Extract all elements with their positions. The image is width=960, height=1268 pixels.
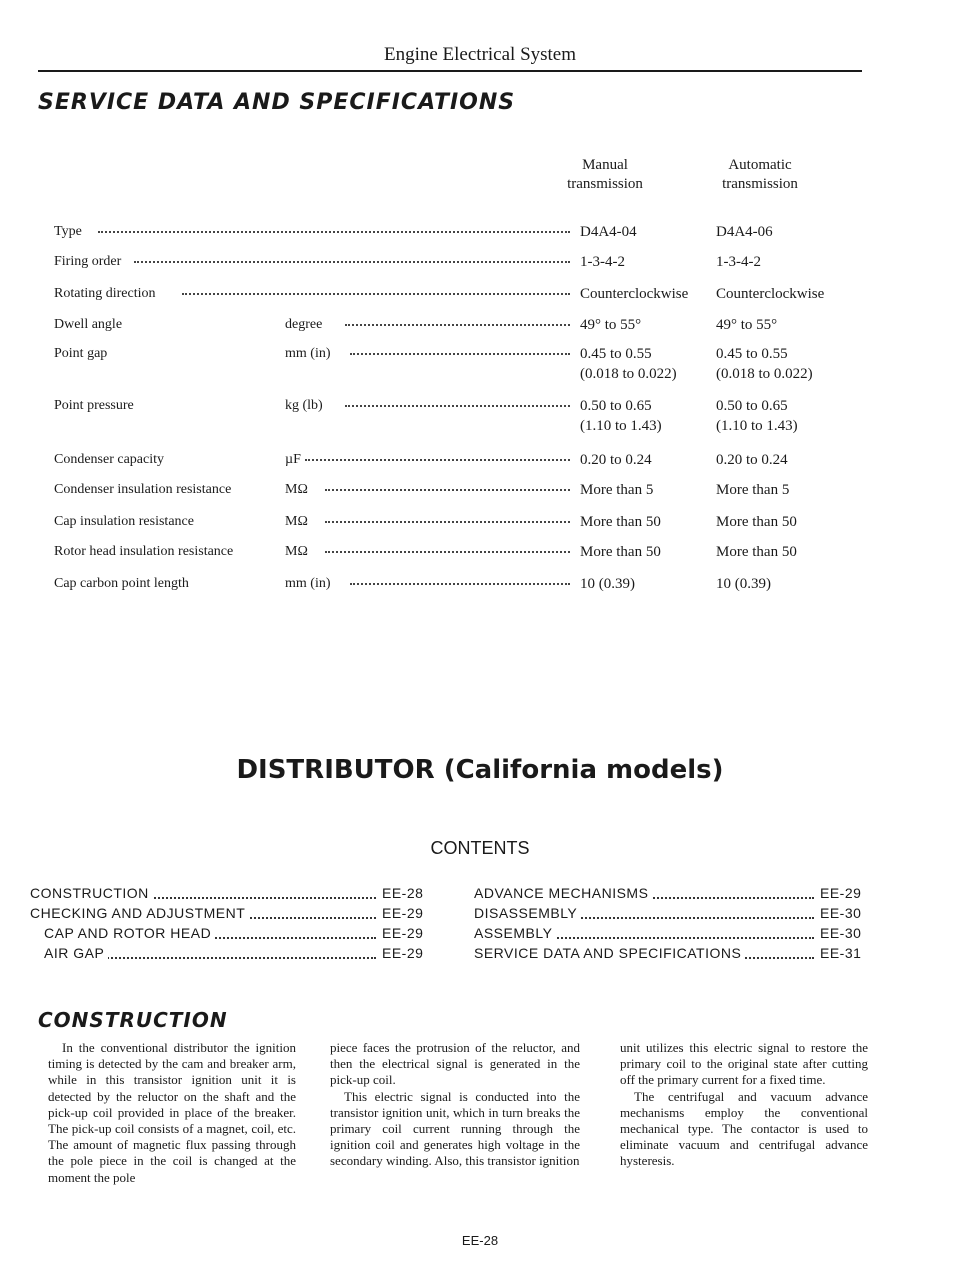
leader-dots — [325, 551, 570, 553]
toc-title: SERVICE DATA AND SPECIFICATIONS — [474, 943, 745, 963]
toc-page: EE-29 — [382, 905, 424, 921]
spec-value-manual: Counterclockwise — [580, 286, 689, 302]
column-header-automatic-line: transmission — [722, 176, 798, 192]
spec-value-manual: 0.20 to 0.24 — [580, 452, 652, 468]
toc-entry[interactable] — [30, 883, 428, 903]
leader-dots — [350, 353, 570, 355]
spec-label: Condenser insulation resistance — [54, 480, 234, 500]
toc-title: CHECKING AND ADJUSTMENT — [30, 903, 249, 923]
spec-value-manual: 1-3-4-2 — [580, 254, 625, 270]
spec-value-automatic: 0.20 to 0.24 — [716, 452, 788, 468]
toc-page: EE-30 — [820, 905, 862, 921]
spec-unit: MΩ — [285, 512, 311, 532]
body-paragraph: In the conventional distributor the ignition timing is detected by the cam and breaker arm, while in this transistor ignition unit it is detected by the reluctor on the shaft and the pick-up coil provided in place of the breaker. The pick-up coil consists of a magnet, coil, etc. The amount of magnetic flux passing through the pole piece in the coil is changed at the moment the pole — [48, 1040, 296, 1185]
spec-label: Rotor head insulation resistance — [54, 542, 236, 562]
toc-entry[interactable] — [474, 943, 866, 963]
spec-value-manual: D4A4-04 — [580, 224, 637, 240]
spec-unit: mm (in) — [285, 574, 334, 594]
toc-entry[interactable] — [474, 903, 866, 923]
body-paragraph: This electric signal is conducted into the transistor ignition unit, which in turn breaks the primary coil current running through the ignition coil and generates high voltage in the secondary winding. Also, this transistor ignition — [330, 1088, 580, 1169]
spec-value-automatic — [716, 396, 798, 436]
spec-unit: µF — [285, 450, 304, 470]
spec-value-automatic: 1-3-4-2 — [716, 254, 761, 270]
spec-label: Type — [54, 222, 85, 242]
column-header-automatic-line: Automatic — [728, 157, 792, 173]
column-header-manual-line: Manual — [582, 157, 628, 173]
service-data-heading: SERVICE DATA AND SPECIFICATIONS — [38, 90, 516, 115]
spec-label: Rotating direction — [54, 284, 158, 304]
spec-value-line: (0.018 to 0.022) — [580, 366, 677, 382]
toc-page: EE-29 — [382, 945, 424, 961]
page-number: EE-28 — [461, 1233, 499, 1248]
spec-value-automatic — [716, 344, 813, 384]
spec-unit: mm (in) — [285, 344, 334, 364]
column-header-automatic — [690, 156, 830, 194]
toc-title: ASSEMBLY — [474, 923, 556, 943]
spec-value-line: 0.45 to 0.55 — [716, 346, 788, 362]
toc-entry[interactable] — [44, 943, 428, 963]
spec-label: Firing order — [54, 252, 124, 272]
spec-unit: MΩ — [285, 542, 311, 562]
distributor-title: DISTRIBUTOR (California models) — [236, 755, 724, 785]
leader-dots — [98, 231, 570, 233]
spec-value-automatic: 10 (0.39) — [716, 576, 771, 592]
toc-page: EE-29 — [382, 925, 424, 941]
toc-title: AIR GAP — [44, 943, 108, 963]
spec-value-manual: 49° to 55° — [580, 317, 642, 333]
leader-dots — [182, 293, 570, 295]
spec-value-manual — [580, 396, 662, 436]
spec-value-manual: More than 50 — [580, 544, 661, 560]
construction-heading: CONSTRUCTION — [38, 1008, 228, 1032]
toc-title: CONSTRUCTION — [30, 883, 153, 903]
spec-value-automatic: More than 50 — [716, 544, 797, 560]
spec-label: Point pressure — [54, 396, 137, 416]
body-paragraph: piece faces the protrusion of the reluctor, and then the electrical signal is generated in the pick-up coil. — [330, 1040, 580, 1088]
spec-value-automatic: More than 5 — [716, 482, 790, 498]
toc-entry[interactable] — [474, 883, 866, 903]
body-paragraph: The centrifugal and vacuum advance mechanisms employ the conventional mechanical type. The contactor is used to eliminate vacuum and centrifugal advance hysteresis. — [620, 1088, 868, 1169]
spec-value-automatic: 49° to 55° — [716, 317, 778, 333]
leader-dots — [325, 521, 570, 523]
spec-label: Cap insulation resistance — [54, 512, 197, 532]
spec-value-automatic: More than 50 — [716, 514, 797, 530]
spec-value-automatic: Counterclockwise — [716, 286, 825, 302]
spec-value-manual: More than 5 — [580, 482, 654, 498]
spec-value-manual: More than 50 — [580, 514, 661, 530]
spec-value-manual: 10 (0.39) — [580, 576, 635, 592]
spec-unit: MΩ — [285, 480, 311, 500]
spec-label: Point gap — [54, 344, 110, 364]
toc-page: EE-31 — [820, 945, 862, 961]
header-rule — [38, 70, 862, 72]
column-header-manual — [535, 156, 675, 194]
toc-title: CAP AND ROTOR HEAD — [44, 923, 215, 943]
construction-column-2 — [330, 1040, 580, 1170]
body-paragraph: unit utilizes this electric signal to restore the primary coil to the original state after cutting off the primary current for a fixed time. — [620, 1040, 868, 1088]
leader-dots — [134, 261, 570, 263]
toc-page: EE-30 — [820, 925, 862, 941]
toc-title: DISASSEMBLY — [474, 903, 581, 923]
spec-unit: degree — [285, 315, 325, 335]
spec-value-manual — [580, 344, 677, 384]
leader-dots — [350, 583, 570, 585]
spec-value-line: (1.10 to 1.43) — [716, 418, 798, 434]
leader-dots — [345, 405, 570, 407]
spec-label: Condenser capacity — [54, 450, 167, 470]
page-header-title: Engine Electrical System — [383, 44, 577, 65]
toc-title: ADVANCE MECHANISMS — [474, 883, 652, 903]
toc-entry[interactable] — [44, 923, 428, 943]
spec-unit: kg (lb) — [285, 396, 326, 416]
toc-page: EE-29 — [820, 885, 862, 901]
construction-column-3 — [620, 1040, 868, 1170]
spec-value-line: 0.50 to 0.65 — [716, 398, 788, 414]
toc-page: EE-28 — [382, 885, 424, 901]
spec-value-line: 0.45 to 0.55 — [580, 346, 652, 362]
construction-column-1 — [48, 1040, 296, 1186]
contents-title: CONTENTS — [430, 838, 530, 858]
spec-value-automatic: D4A4-06 — [716, 224, 773, 240]
leader-dots — [305, 459, 570, 461]
spec-label: Dwell angle — [54, 315, 125, 335]
spec-value-line: (1.10 to 1.43) — [580, 418, 662, 434]
leader-dots — [345, 324, 570, 326]
toc-entry[interactable] — [30, 903, 428, 923]
column-header-manual-line: transmission — [567, 176, 643, 192]
spec-value-line: (0.018 to 0.022) — [716, 366, 813, 382]
toc-entry[interactable] — [474, 923, 866, 943]
spec-label: Cap carbon point length — [54, 574, 192, 594]
spec-value-line: 0.50 to 0.65 — [580, 398, 652, 414]
leader-dots — [325, 489, 570, 491]
